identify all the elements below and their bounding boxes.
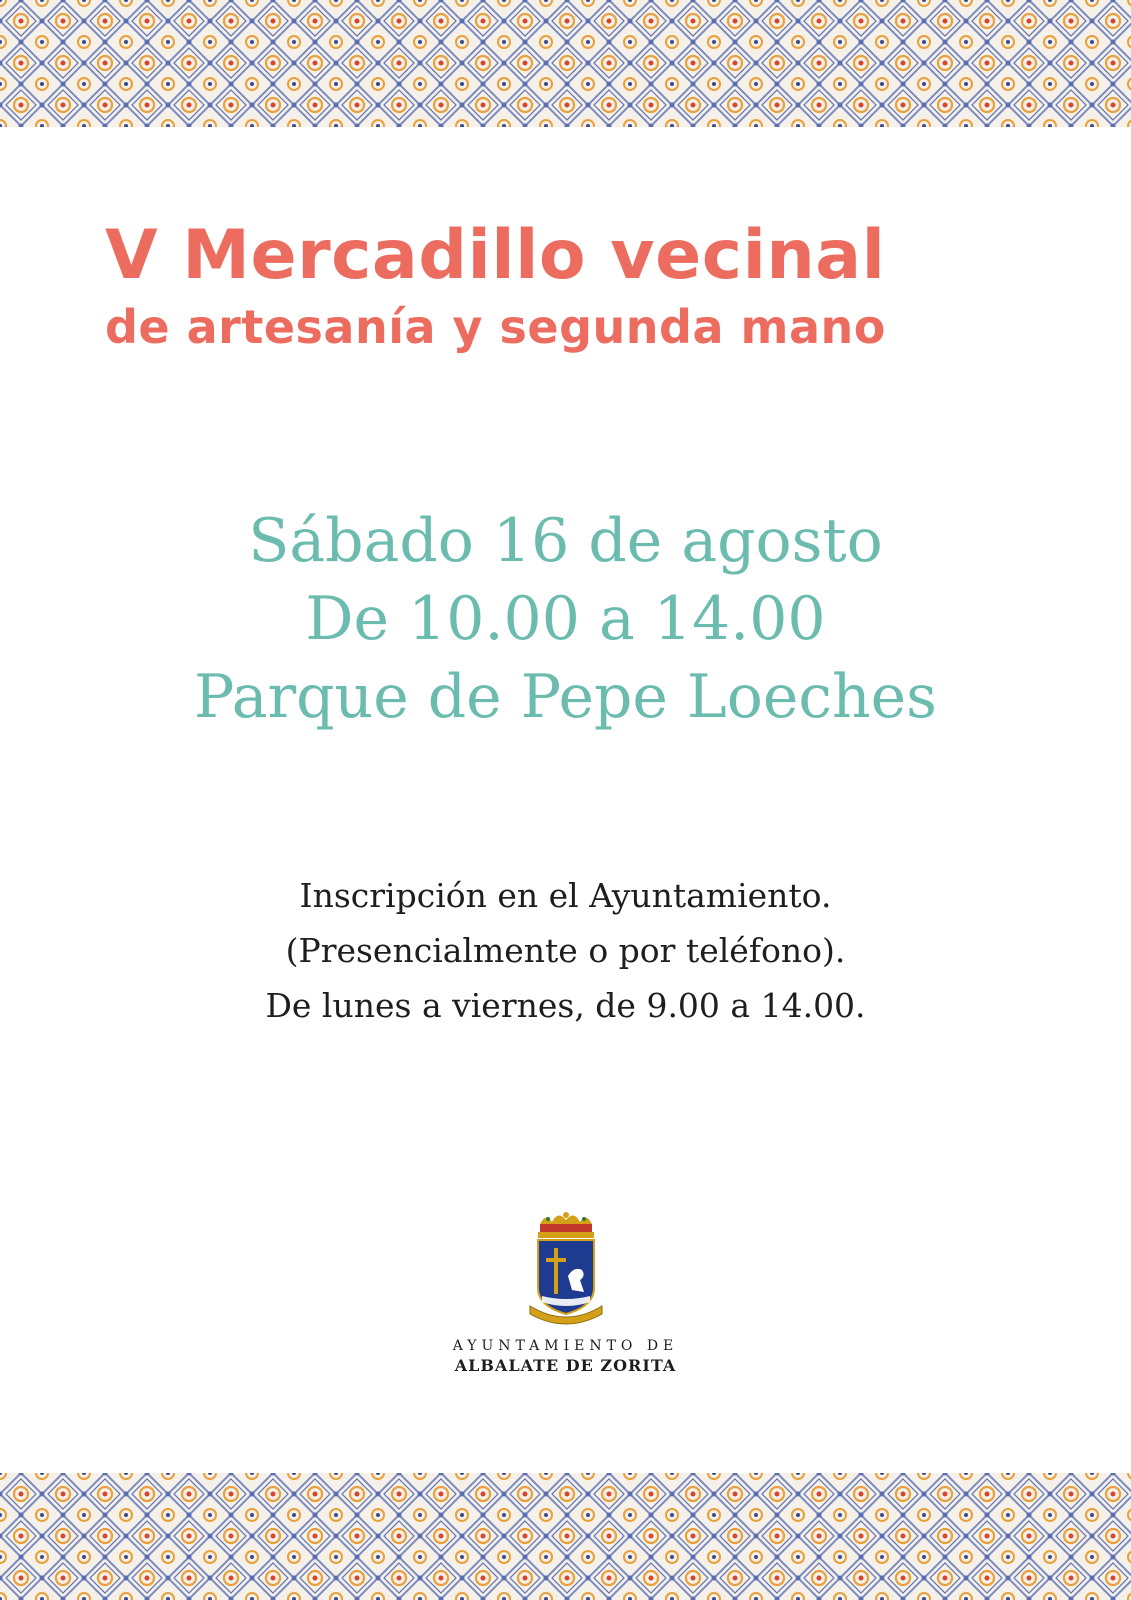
registration-line-2: (Presencialmente o por teléfono). xyxy=(285,931,846,970)
poster-subtitle: de artesanía y segunda mano xyxy=(105,300,886,354)
tile-border-top xyxy=(0,0,1131,127)
tile-pattern-icon xyxy=(0,1473,1131,1600)
event-details xyxy=(0,502,1131,736)
organizer-line-2: ALBALATE DE ZORITA xyxy=(454,1356,677,1375)
event-time: De 10.00 a 14.00 xyxy=(305,584,826,654)
title-block xyxy=(105,216,1065,354)
registration-line-3: De lunes a viernes, de 9.00 a 14.00. xyxy=(265,986,866,1025)
event-date: Sábado 16 de agosto xyxy=(248,506,883,576)
tile-border-bottom xyxy=(0,1473,1131,1600)
registration-line-1: Inscripción en el Ayuntamiento. xyxy=(299,876,832,915)
poster-title: V Mercadillo vecinal xyxy=(105,216,886,295)
event-place: Parque de Pepe Loeches xyxy=(194,662,937,732)
organizer-logo xyxy=(0,1210,1131,1375)
tile-pattern-icon xyxy=(0,0,1131,127)
organizer-line-1: AYUNTAMIENTO DE xyxy=(452,1338,679,1354)
registration-info xyxy=(0,868,1131,1033)
coat-of-arms-icon xyxy=(526,1210,606,1328)
